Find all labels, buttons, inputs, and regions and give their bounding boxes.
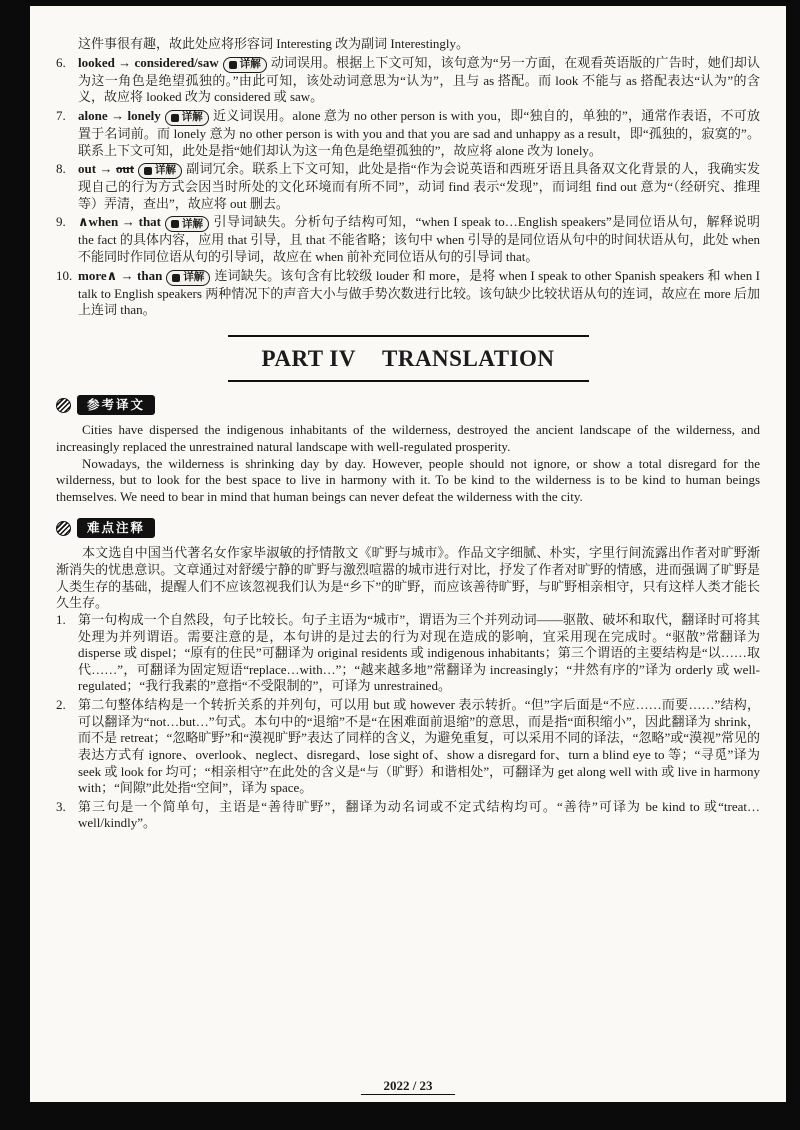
part-label: PART IV xyxy=(261,345,356,371)
continuation-text: 这件事很有趣，故此处应将形容词 Interesting 改为副词 Interestingly。 xyxy=(78,36,470,51)
detail-badge xyxy=(165,216,209,232)
note-item-1 xyxy=(56,612,760,695)
notes-intro: 本文选自中国当代著名女作家毕淑敏的抒情散文《旷野与城市》。作品文字细腻、朴实，字里行间流露出作者对旷野渐渐消失的忧患意识。文章通过对舒缓宁静的旷野与激烈喧嚣的城市进行对比，抒发了作者对旷野的情感，进而强调了旷野是人类生存的基础，提醒人们不应该忽视我们认为是“乡下”的旷野，而应该善待旷野，与旷野相亲相守，只有这样人类才能长久生存。 xyxy=(56,545,760,611)
page-footer xyxy=(30,1078,786,1094)
detail-badge xyxy=(166,270,210,286)
section-icon xyxy=(56,398,71,413)
correction-item-9 xyxy=(56,214,760,265)
item-number: 3. xyxy=(56,798,66,814)
correction-title: looked → considered/saw xyxy=(78,54,219,70)
note-text: 第三句是一个简单句，主语是“善待旷野”，翻译为动名词或不定式结构均可。“善待”可译为 be kind to 或“treat…well/kindly”。 xyxy=(78,798,760,831)
translation-paragraph: Nowadays, the wilderness is shrinking day by day. However, people should not ignore, or show a total disregard for the wilderness, but to look for the best space to live in harmony with it. To be kind to the wilderness is to be kind to human beings themselves. We need to bear in mind that human beings can never defeat the wilderness with the city. xyxy=(56,455,760,504)
detail-badge-label: 详解 xyxy=(181,111,203,124)
correction-title: alone → lonely xyxy=(78,107,161,123)
correction-text: 引导词缺失。分析句子结构可知，“when I speak to…English speakers”是同位语从句，解释说明 the fact 的具体内容，应用 that 引导，且 that 不能省略；该句中 when 引导的是同位语从句中的时间状语从句，此处 when 不能同时作同位语从句的引导词，故应在 when 前补充同位语从句的引导词 that。 xyxy=(78,214,760,264)
section-icon xyxy=(56,521,71,536)
correction-title: more∧ → than xyxy=(78,267,163,283)
detail-badge xyxy=(165,110,209,126)
note-text: 第二句整体结构是一个转折关系的并列句，可以用 but 或 however 表示转折。“但”字后面是“不应……而要……”结构，可以翻译为“not…but…”句式。本句中的“退缩”不是“在困难面前退缩”的意思，而是指“面积缩小”，因此翻译为 shrink，而不是 retreat；“忽略旷野”和“漠视旷野”表达了同样的含义，为避免重复，可以采用不同的译法，“忽略”或“漠视”常见的表达方式有 ignore、overlook、neglect、disregard、lose sight of、show a disregard for、turn a blind eye to 等；“寻觅”译为 seek 或 look for 均可；“相亲相守”在此处的含义是“与（旷野）和谐相处”，可翻译为 get along well with 或 live in harmony with；“间隙”此处指“空间”，译为 space。 xyxy=(78,697,760,796)
correction-item-7 xyxy=(56,108,760,159)
detail-badge-label: 详解 xyxy=(239,57,261,70)
correction-text: 动词误用。根据上下文可知，该句意为“另一方面，在观看英语版的广告时，她们却认为这一角色是绝望孤独的。”由此可知，该处动词意思为“认为”，且与 as 搭配。而 look 不能与 as 搭配表达“认为”的含义，故应将 looked 改为 considered 或 saw。 xyxy=(78,54,760,105)
detail-badge-label: 详解 xyxy=(183,270,205,283)
correction-item-10 xyxy=(56,268,760,319)
item-number: 2. xyxy=(56,697,66,713)
detail-badge xyxy=(223,57,267,73)
section-badge-translation xyxy=(56,395,760,415)
note-text: 第一句构成一个自然段，句子比较长。句子主语为“城市”，谓语为三个并列动词——驱散、破坏和取代，翻译时可将其处理为并列谓语。需要注意的是，本句讲的是过去的行为对现在造成的影响，宜采用现在完成时。“驱散”常翻译为 disperse 或 dispel；“原有的住民”可翻译为 original residents 或 indigenous inhabitants；第三个谓语的主要结构是“以……取代……”，可翻译为固定短语“replace…with…”；“越来越多地”常翻译为 increasingly；“井然有序的”译为 orderly 或 well-regulated；“我行我素的”意指“不受限制的”，可译为 unrestrained。 xyxy=(78,611,760,694)
item-number: 8. xyxy=(56,161,66,177)
correction-text: 连词缺失。该句含有比较级 louder 和 more，是将 when I speak to other Spanish speakers 和 when I talk to English speakers 两种情况下的声音大小与做手势次数进行比较。该句缺少比较状语从句的连词，故应在 more 后加上连词 than。 xyxy=(78,267,761,318)
detail-badge-label: 详解 xyxy=(182,217,204,230)
item-number: 1. xyxy=(56,611,66,627)
part-title: TRANSLATION xyxy=(382,345,555,371)
correction-title: out → xyxy=(78,161,116,177)
section-badge-label: 参考译文 xyxy=(77,395,155,415)
item-number: 6. xyxy=(56,54,66,70)
page-number: 2022 / 23 xyxy=(361,1078,454,1095)
note-item-2 xyxy=(56,697,760,797)
detail-badge xyxy=(138,163,182,179)
section-badge-label: 难点注释 xyxy=(77,518,155,538)
book-icon xyxy=(172,274,180,282)
item-number: 9. xyxy=(56,214,66,230)
book-icon xyxy=(171,114,179,122)
book-icon xyxy=(171,220,179,228)
scanned-page xyxy=(30,6,786,1102)
book-icon xyxy=(144,167,152,175)
detail-badge-label: 详解 xyxy=(155,164,177,177)
book-icon xyxy=(229,61,237,69)
part-heading xyxy=(56,335,760,382)
section-badge-notes xyxy=(56,518,760,538)
correction-item-6 xyxy=(56,55,760,106)
correction-text: 近义词误用。alone 意为 no other person is with you，即“独自的，单独的”，通常作表语，不可放置于名词前。而 lonely 意为 no other person is with you and that you are sad and unhappy as a result，即“孤独的，寂寞的”。联系上下文可知，此处是指“她们却认为这一角色是绝望孤独的”，故应将 alone 改为 lonely。 xyxy=(78,107,760,158)
page-content xyxy=(30,6,786,1102)
note-item-3 xyxy=(56,799,760,832)
item-number: 7. xyxy=(56,107,66,123)
correction-item-8 xyxy=(56,161,760,212)
correction-text: 副词冗余。联系上下文可知，此处是指“作为会说英语和西班牙语且具备双文化背景的人，我确实发现自己的行为方式会因当时所处的文化环境而有所不同”，动词 find 表示“发现”，而词组 find out 意为“（经研究、推理等）弄清，查出”，故应将 out 删去。 xyxy=(78,161,760,211)
translation-paragraph: Cities have dispersed the indigenous inhabitants of the wilderness, destroyed the ancient landscape of the wilderness, and increasingly replaced the unrestrained natural landscape with well-regulated prosperity. xyxy=(56,422,760,454)
correction-title-strike: out xyxy=(115,161,135,177)
correction-title: ∧when → that xyxy=(78,214,162,230)
item-number: 10. xyxy=(56,267,73,283)
